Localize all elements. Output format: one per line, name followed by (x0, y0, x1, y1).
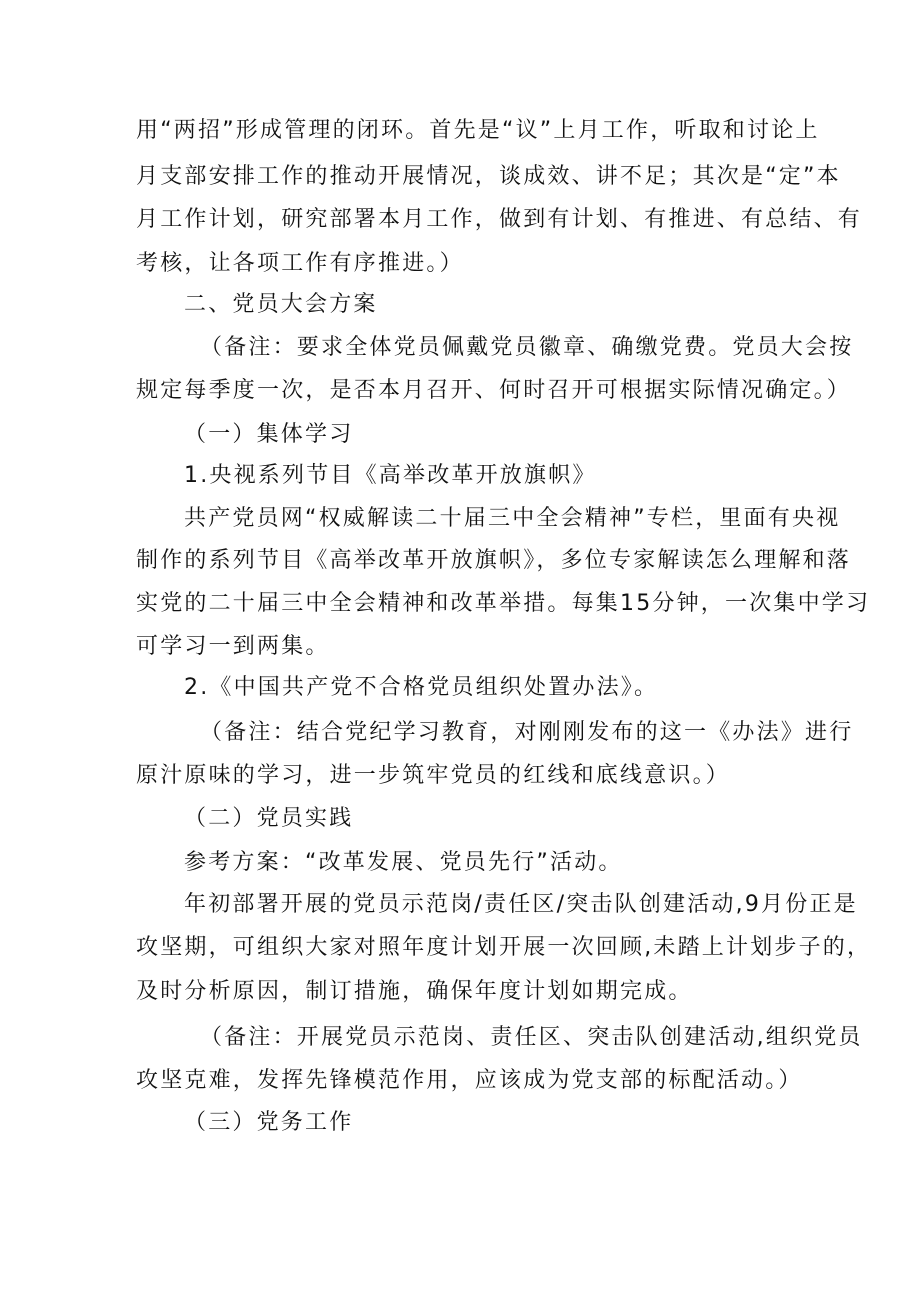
subsection-heading: （二）党员实践 (184, 806, 354, 831)
subsection-heading: （一）集体学习 (184, 422, 354, 447)
note-line: （备注：要求全体党员佩戴党员徽章、确缴党费。党员大会按 (200, 335, 854, 360)
note-line: 原汁原味的学习，进一步筑牢党员的红线和底线意识。） (136, 763, 731, 788)
paragraph-line: 制作的系列节目《高举改革开放旗帜》，多位专家解读怎么理解和落 (136, 548, 852, 573)
subsection-heading: （三）党务工作 (184, 1110, 354, 1135)
note-line: （备注：结合党纪学习教育，对刚刚发布的这一《办法》进行 (200, 720, 854, 745)
note-line: （备注：开展党员示范岗、责任区、突击队创建活动,组织党员 (200, 1025, 863, 1050)
paragraph-line: 共产党员网“权威解读二十届三中全会精神”专栏，里面有央视 (184, 506, 841, 531)
paragraph-line: 考核，让各项工作有序推进。） (136, 251, 464, 276)
paragraph-line: 实党的二十届三中全会精神和改革举措。每集15分钟，一次集中学习 (136, 591, 871, 616)
paragraph-line: 年初部署开展的党员示范岗/责任区/突击队创建活动,9月份正是 (184, 892, 858, 917)
paragraph-line: 参考方案：“改革发展、党员先行”活动。 (184, 850, 623, 875)
item-heading: 2.《中国共产党不合格党员组织处置办法》。 (184, 675, 659, 700)
paragraph-line: 月支部安排工作的推动开展情况，谈成效、讲不足；其次是“定”本 (136, 164, 841, 189)
section-heading: 二、党员大会方案 (184, 292, 378, 317)
paragraph-line: 攻坚期，可组织大家对照年度计划开展一次回顾,未踏上计划步子的， (136, 935, 872, 960)
paragraph-line: 可学习一到两集。 (136, 634, 330, 659)
paragraph-line: 月工作计划，研究部署本月工作，做到有计划、有推进、有总结、有 (136, 207, 863, 232)
paragraph-line: 及时分析原因，制订措施，确保年度计划如期完成。 (136, 979, 693, 1004)
note-line: 规定每季度一次，是否本月召开、何时召开可根据实际情况确定。） (136, 378, 852, 403)
paragraph-line: 用“两招”形成管理的闭环。首先是“议”上月工作，听取和讨论上 (136, 118, 820, 143)
note-line: 攻坚克难，发挥先锋模范作用，应该成为党支部的标配活动。） (136, 1068, 803, 1093)
item-heading: 1.央视系列节目《高举改革开放旗帜》 (184, 463, 597, 488)
